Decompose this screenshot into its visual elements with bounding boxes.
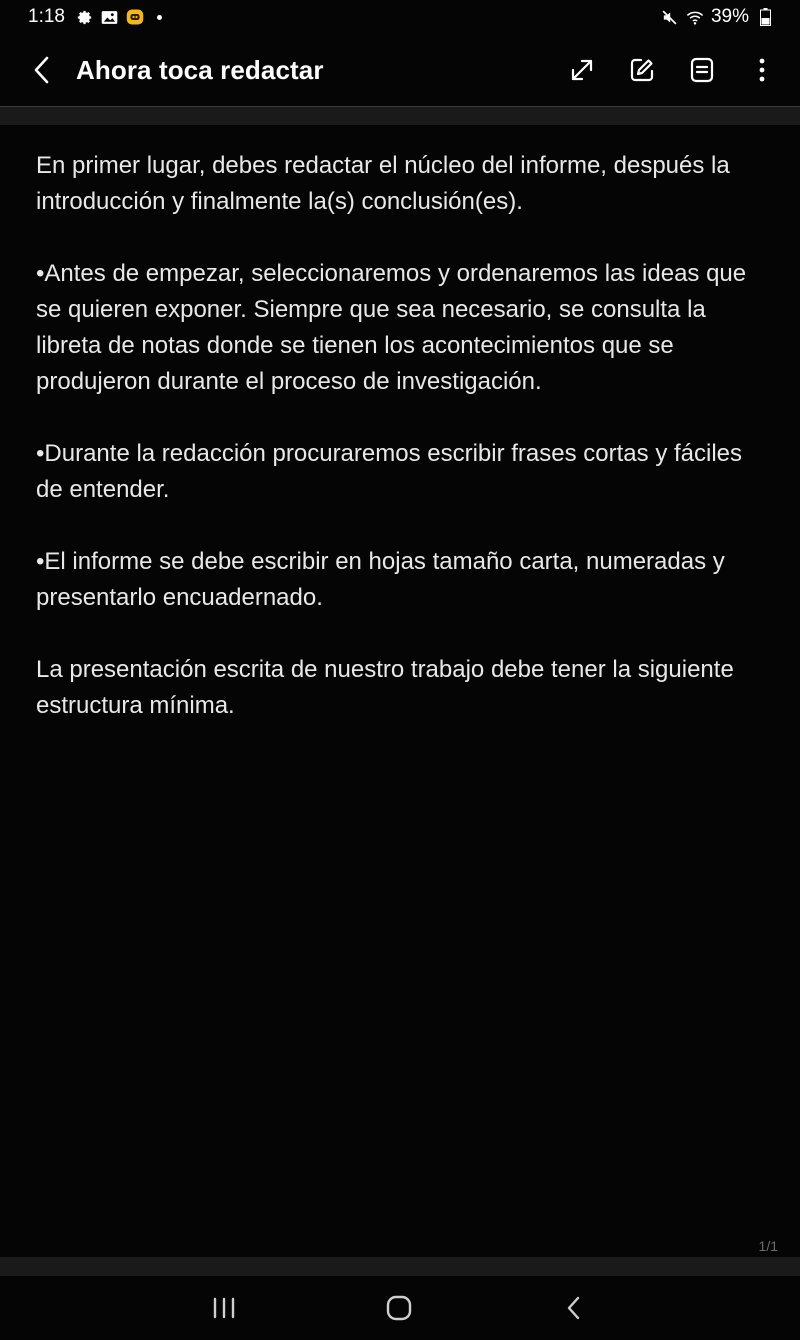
app-notification-icon xyxy=(126,8,144,26)
status-bar xyxy=(0,0,800,34)
settings-notification-icon xyxy=(76,8,94,26)
note-paragraph: En primer lugar, debes redactar el núcleo del informe, después la introducción y finalmente la(s) conclusión(es). xyxy=(36,152,730,215)
gallery-notification-icon xyxy=(101,8,119,26)
recent-apps-icon xyxy=(211,1297,237,1319)
mute-icon xyxy=(661,8,679,26)
wifi-icon xyxy=(686,8,704,26)
battery-percent: 39% xyxy=(710,6,749,27)
page-top-band xyxy=(0,107,800,125)
chevron-left-icon xyxy=(31,55,53,85)
page-indicator: 1/1 xyxy=(758,1238,778,1254)
home-button[interactable] xyxy=(369,1288,429,1328)
edit-button[interactable] xyxy=(622,50,662,90)
page-bottom-band xyxy=(0,1257,800,1276)
more-vertical-icon xyxy=(758,57,766,83)
reading-mode-button[interactable] xyxy=(682,50,722,90)
more-options-button[interactable] xyxy=(742,50,782,90)
expand-icon xyxy=(569,57,595,83)
edit-icon xyxy=(629,57,655,83)
note-paragraph: •El informe se debe escribir en hojas tamaño carta, numeradas y presentarlo encuadernado. xyxy=(36,548,725,611)
note-body[interactable] xyxy=(36,148,766,760)
back-button[interactable] xyxy=(22,50,62,90)
home-icon xyxy=(386,1295,412,1321)
note-paragraph: La presentación escrita de nuestro trabajo debe tener la siguiente estructura mínima. xyxy=(36,656,734,719)
status-time: 1:18 xyxy=(28,6,65,27)
back-arrow-icon xyxy=(565,1295,583,1321)
nav-back-button[interactable] xyxy=(544,1288,604,1328)
battery-icon xyxy=(756,8,774,26)
expand-button[interactable] xyxy=(562,50,602,90)
navigation-bar xyxy=(0,1276,800,1340)
note-paragraph: •Durante la redacción procuraremos escribir frases cortas y fáciles de entender. xyxy=(36,440,743,503)
app-bar xyxy=(0,34,800,106)
more-notifications-dot xyxy=(157,15,162,20)
document-icon xyxy=(690,57,714,83)
status-left xyxy=(28,6,162,28)
page-title: Ahora toca redactar xyxy=(76,54,324,85)
status-right xyxy=(661,6,774,28)
recent-apps-button[interactable] xyxy=(194,1288,254,1328)
toolbar xyxy=(562,50,782,90)
note-paragraph: •Antes de empezar, seleccionaremos y ordenaremos las ideas que se quieren exponer. Siempre que sea necesario, se consulta la libreta de notas donde se tienen los acontecimientos que se produjeron durante el proceso de investigación. xyxy=(36,260,747,395)
